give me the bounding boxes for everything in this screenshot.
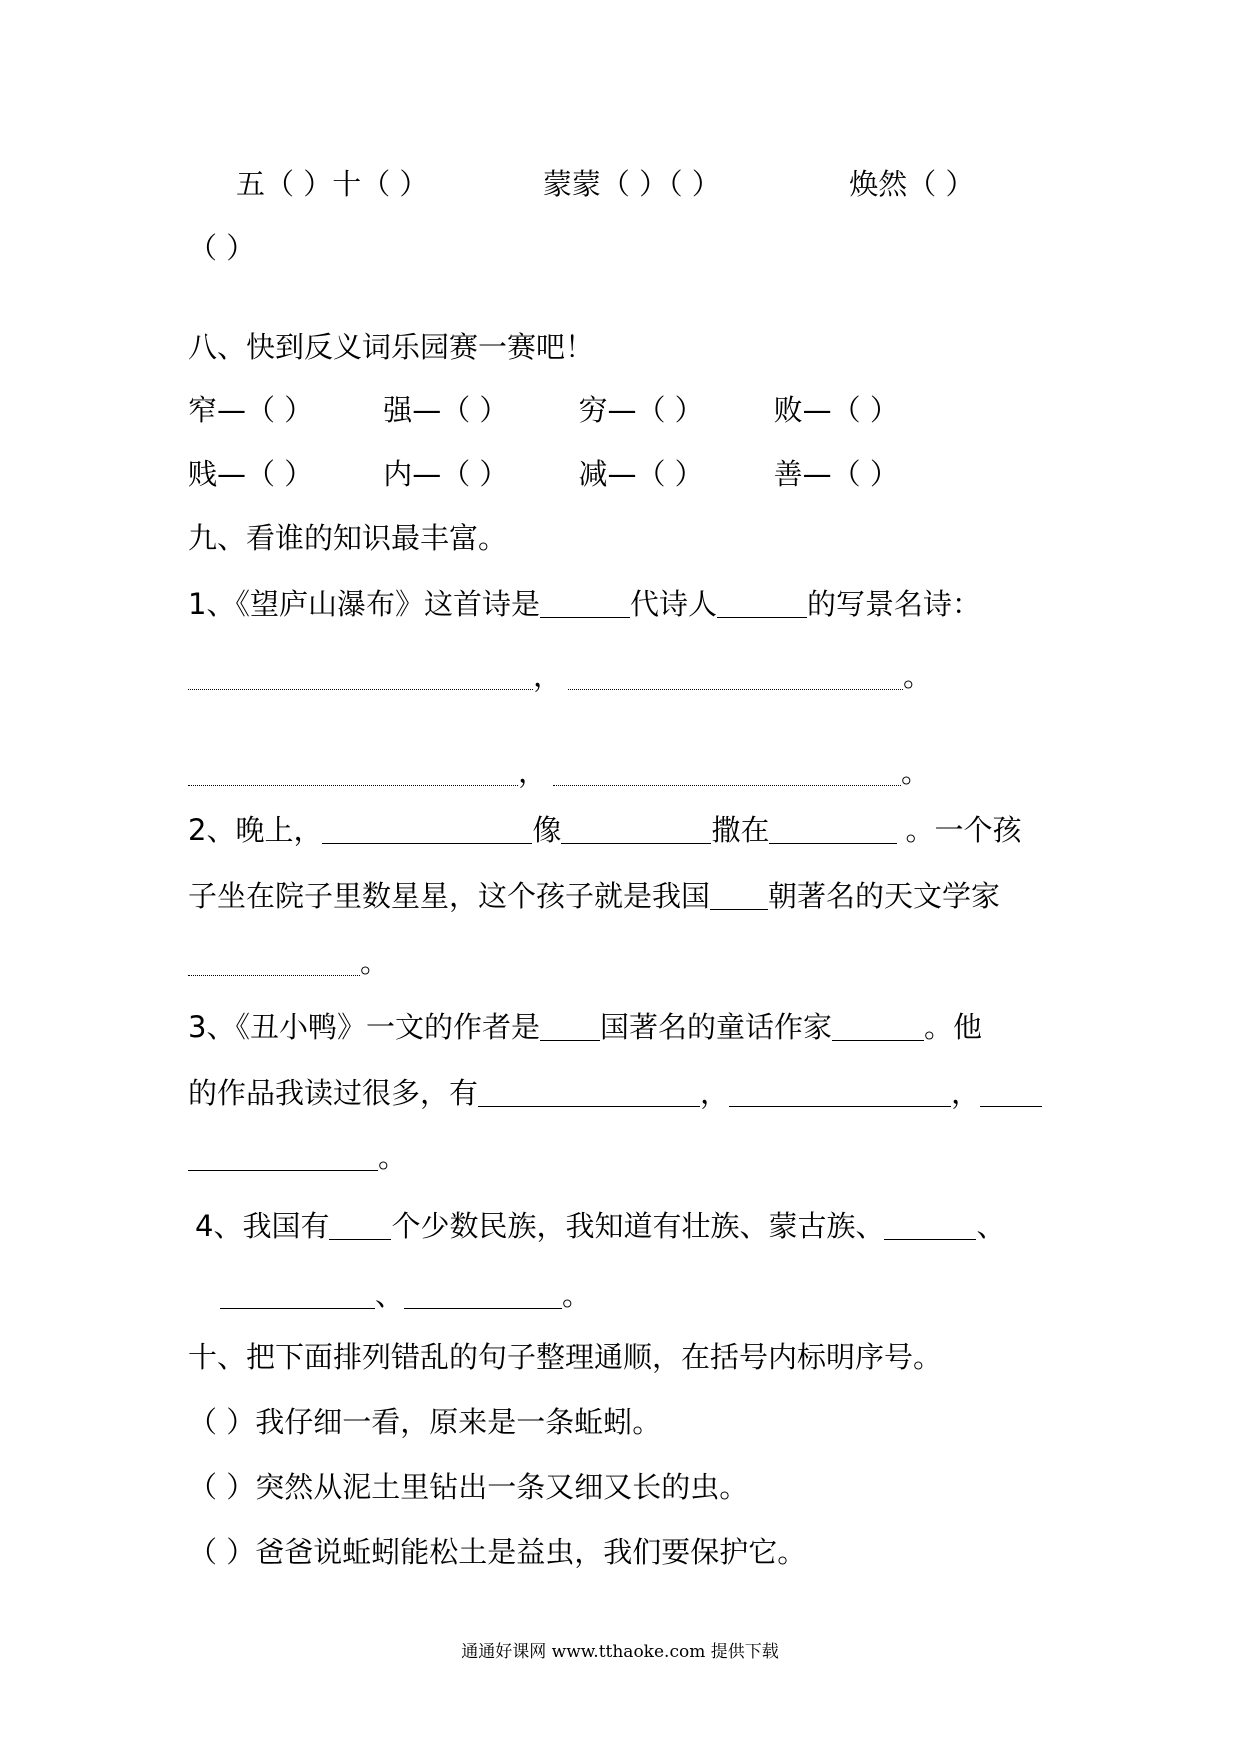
poem-blank[interactable] — [188, 755, 518, 786]
q3-text-c: 。他 — [923, 1010, 982, 1044]
period: 。 — [378, 1140, 408, 1174]
q2-text-d: 。一个孩 — [905, 813, 1022, 847]
antonym-item: 减—（ ） — [578, 457, 704, 491]
question-3-line-3 — [188, 1137, 407, 1177]
blank[interactable] — [832, 1010, 924, 1041]
blank[interactable] — [188, 1140, 378, 1171]
section-8-title: 八、快到反义词乐园赛一赛吧！ — [188, 330, 595, 364]
blank[interactable] — [322, 813, 532, 844]
blank[interactable] — [478, 1076, 700, 1107]
q1-text-c: 的写景名诗： — [806, 587, 981, 621]
section-9-title: 九、看谁的知识最丰富。 — [188, 521, 508, 555]
idiom-c: 焕然（ ） — [849, 167, 975, 201]
antonym-item: 善—（ ） — [773, 457, 899, 491]
antonym-item: 内—（ ） — [383, 457, 509, 491]
idiom-b: 蒙蒙（ ）（ ） — [542, 167, 721, 201]
question-4 — [195, 1206, 1005, 1246]
poem-blank[interactable] — [568, 659, 903, 690]
q2-line2: 子坐在院子里数星星，这个孩子就是我国 — [188, 879, 711, 913]
order-item-1: （ ）我仔细一看，原来是一条蚯蚓。 — [188, 1405, 662, 1439]
period: 。 — [901, 755, 931, 789]
question-1 — [188, 584, 981, 624]
idiom-c-continued: （ ） — [188, 231, 256, 265]
blank[interactable] — [884, 1209, 976, 1240]
idiom-row — [236, 164, 974, 204]
dun-comma: 、 — [976, 1209, 1006, 1243]
order-item-3: （ ）爸爸说蚯蚓能松土是益虫，我们要保护它。 — [188, 1535, 807, 1569]
blank[interactable] — [404, 1278, 562, 1309]
q2-text-c: 撒在 — [711, 813, 770, 847]
antonym-item: 穷—（ ） — [578, 393, 704, 427]
blank[interactable] — [540, 587, 630, 618]
antonym-row-1 — [188, 390, 899, 430]
q2-line2b: 朝著名的天文学家 — [768, 879, 1001, 913]
poem-line-2 — [188, 752, 930, 792]
question-3 — [188, 1007, 982, 1047]
order-item-2: （ ）突然从泥土里钻出一条又细又长的虫。 — [188, 1470, 749, 1504]
antonym-item: 强—（ ） — [383, 393, 509, 427]
footer-credit: 通通好课网 www.tthaoke.com 提供下载 — [461, 1642, 779, 1662]
antonym-item: 窄—（ ） — [188, 393, 314, 427]
question-2 — [188, 810, 1022, 850]
blank[interactable] — [220, 1278, 375, 1309]
period: 。 — [562, 1278, 592, 1312]
q1-text-b: 代诗人 — [629, 587, 717, 621]
comma: ， — [518, 755, 548, 789]
antonym-item: 贱—（ ） — [188, 457, 314, 491]
dun-comma: 、 — [375, 1278, 405, 1312]
poem-line-1 — [188, 656, 932, 696]
q4-text-b: 个少数民族，我知道有壮族、蒙古族、 — [391, 1209, 885, 1243]
period: 。 — [903, 659, 933, 693]
blank[interactable] — [329, 1209, 391, 1240]
q3-text-b: 国著名的童话作家 — [599, 1010, 832, 1044]
blank[interactable] — [729, 1076, 951, 1107]
antonym-row-2 — [188, 454, 899, 494]
blank[interactable] — [710, 879, 768, 910]
blank[interactable] — [980, 1076, 1042, 1107]
question-3-line-2 — [188, 1073, 1042, 1113]
comma: ， — [533, 659, 563, 693]
q1-text-a: 1、《望庐山瀑布》这首诗是 — [188, 587, 540, 621]
question-4-line-2 — [220, 1275, 591, 1315]
q3-text-a: 3、《丑小鸭》一文的作者是 — [188, 1010, 540, 1044]
poem-blank[interactable] — [553, 755, 901, 786]
section-10-title: 十、把下面排列错乱的句子整理通顺，在括号内标明序号。 — [188, 1340, 943, 1374]
idiom-a: 五（ ）十（ ） — [236, 167, 429, 201]
antonym-item: 败—（ ） — [773, 393, 899, 427]
blank[interactable] — [717, 587, 807, 618]
poem-blank[interactable] — [188, 659, 533, 690]
blank[interactable] — [188, 945, 360, 976]
period: 。 — [360, 945, 390, 979]
q2-text-b: 像 — [532, 813, 562, 847]
q4-text-a: 4、我国有 — [195, 1209, 330, 1243]
q3-line2: 的作品我读过很多，有 — [188, 1076, 479, 1110]
question-2-line-3 — [188, 942, 389, 982]
blank[interactable] — [540, 1010, 600, 1041]
comma: ， — [700, 1076, 730, 1110]
blank[interactable] — [769, 813, 897, 844]
comma: ， — [951, 1076, 981, 1110]
question-2-line-2 — [188, 876, 1000, 916]
q2-text-a: 2、晚上， — [188, 813, 323, 847]
blank[interactable] — [561, 813, 711, 844]
